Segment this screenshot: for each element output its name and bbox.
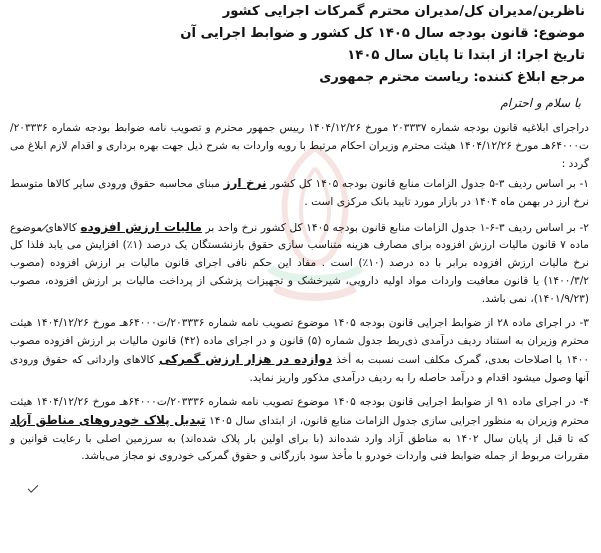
subject-line: موضوع: قانون بودجه سال ۱۴۰۵ کل کشور و ضوابط اجرایی آن [180, 26, 585, 41]
clause-4-paragraph [10, 394, 589, 467]
clause-1-paragraph [10, 175, 589, 212]
clause-2-text: ۲- بر اساس ردیف ۳-۶-۱ جدول الزامات منابع قانون بودجه ۱۴۰۵ کل کشور نرخ واحد بر [205, 221, 589, 234]
circular-body [10, 120, 589, 466]
clause-3-paragraph [10, 315, 589, 388]
intro-paragraph [10, 120, 589, 174]
clause-4-text: ۴- در اجرای ماده ۹۱ از ضوابط اجرایی قانون بودجه ۱۴۰۵ موضوع تصویب نامه شماره ۲۰۳۳۳۶/ت۶۴۰۰۰هـ مورخ ۱۴۰۴/۱۲/۲۶ هیئت محترم وزیران به منظور اجرایی سازی جدول الزامات منابع قانون، از ابتدای سال ۱۴۰۵ [10, 395, 590, 427]
greeting: با سلام و احترام [500, 96, 581, 110]
issuing-authority-line: مرجع ابلاغ کننده: ریاست محترم جمهوری [319, 70, 585, 85]
checkmark-icon [28, 482, 39, 493]
effective-date-line: تاریخ اجرا: از ابتدا تا پایان سال ۱۴۰۵ [347, 48, 585, 63]
clause-2-highlight: مالیات ارزش افزوده [80, 219, 202, 234]
clause-1-text: ۱- بر اساس ردیف ۳-۵ جدول الزامات منابع قانون بودجه ۱۴۰۵ کل کشور [270, 177, 589, 190]
intro-text: دراجرای ابلاغیه قانون بودجه شماره ۲۰۳۳۳۷ مورخ ۱۴۰۴/۱۲/۲۶ رییس جمهور محترم و تصویب نامه ضوابط بودجه شماره ۲۰۳۳۳۶/ت۶۴۰۰۰هـ مورخ ۱۴۰۴/۱۲/۲۶ هیئت محترم وزیران احکام مرتبط با رویه واردات به شرح ذیل جهت بهره برداری و اقدام لازم ابلاغ می گردد : [10, 122, 589, 170]
recipients-line: ناظرین/مدیران کل/مدیران محترم گمرکات اجرایی کشور [222, 4, 585, 19]
clause-2-text-cont: کالاهای موضوع ماده ۷ قانون مالیات ارزش افزوده برای مصارف هزینه متناسب سازی حقوق بازنشستگان یک درصد (۱٪) افزایش می یابد فلذا کل نرخ مالیات ارزش افزوده برابر با ده درصد (۱۰٪) است . مفاد این حکم نافی اجرای قانون مالیات بر ارزش افزوده (مصوب ۱۴۰۰/۳/۲) یا قانون معافیت واردات مواد اولیه دارویی، شیرخشک و تجهیزات پزشکی از پرداخت مالیات بر ارزش افزوده، مصوب (۱۴۰۱/۹/۲۳)، نمی باشد. [10, 221, 589, 306]
clause-1-text-cont: مبنای محاسبه حقوق ورودی سایر کالاها متوسط نرخ ارز در بهمن ماه ۱۴۰۴ در بازار مورد تایید بانک مرکزی است . [10, 177, 589, 208]
clause-3-text-cont: کالاهای وارداتی که حقوق ورودی آنها وصول میشود اقدام و درآمد حاصله را به ردیف درآمدی مذکور واریز نماید. [10, 353, 589, 384]
clause-3-highlight: دوازده در هزار ارزش گمرکی [158, 351, 333, 366]
clause-2-paragraph [10, 219, 589, 310]
clause-1-highlight: نرخ ارز [223, 175, 267, 190]
clause-4-text-cont: که تا قبل از پایان سال ۱۴۰۲ به مناطق آزاد وارد شده‌اند (با برای اولین بار پلاک شده‌اند) به سرزمین اصلی با رعایت قوانین و مقررات مربوط از جمله ضوابط فنی واردات خودرو با مأخذ سود بازرگانی و حقوق گمرکی خودروی نو مجاز می‌باشد. [10, 432, 589, 463]
clause-4-highlight: تبدیل پلاک خودروهای مناطق آزاد [10, 412, 206, 427]
clause-3-text: ۳- در اجرای ماده ۲۸ از ضوابط اجرایی قانون بودجه ۱۴۰۵ موضوع تصویب نامه شماره ۲۰۳۳۳۶/ت۶۴۰۰۰هـ مورخ ۱۴۰۴/۱۲/۲۶ هیئت محترم وزیران به استناد ردیف درآمدی ذی‌ربط جدول شماره (۵) قانون و در اجرای ماده (۴۲) قانون مالیات بر ارزش افزوده مصوب ۱۴۰۰ با اصلاحات بعدی، گمرک مکلف است نسبت به أخذ [10, 317, 590, 366]
